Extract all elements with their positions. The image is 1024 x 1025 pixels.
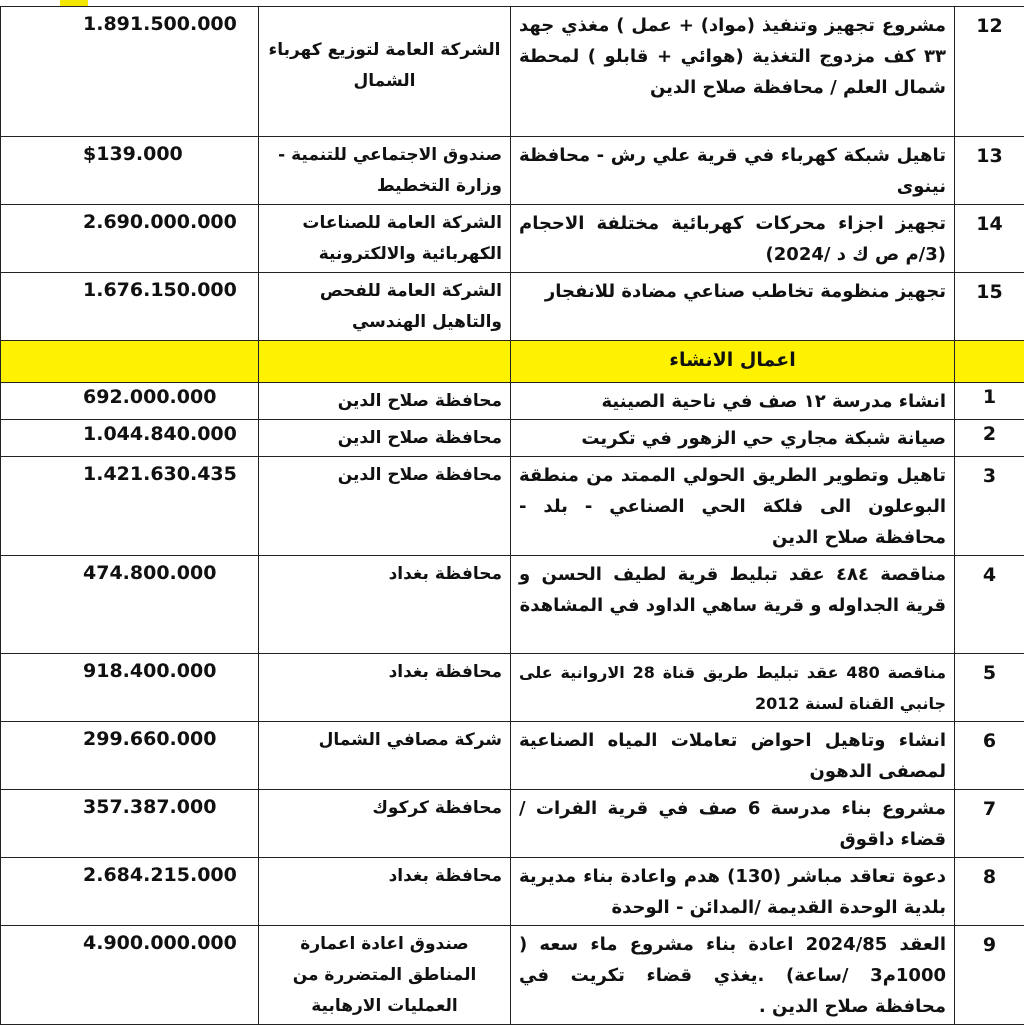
project-description: مناقصة ٤٨٤ عقد تبليط قرية لطيف الحسن و قرية الجداوله و قرية ساهي الداود في المشاهدة <box>511 556 955 654</box>
project-amount: 918.400.000 <box>1 654 259 722</box>
implementing-entity: محافظة صلاح الدين <box>259 383 511 420</box>
project-amount: 1.421.630.435 <box>1 457 259 556</box>
project-amount: 2.684.215.000 <box>1 858 259 926</box>
row-number: 7 <box>955 790 1024 858</box>
project-amount: 357.387.000 <box>1 790 259 858</box>
implementing-entity: صندوق الاجتماعي للتنمية - وزارة التخطيط <box>259 137 511 205</box>
implementing-entity: محافظة صلاح الدين <box>259 457 511 556</box>
project-amount: $139.000 <box>1 137 259 205</box>
row-number: 5 <box>955 654 1024 722</box>
implementing-entity: شركة مصافي الشمال <box>259 722 511 790</box>
project-amount: 4.900.000.000 <box>1 926 259 1025</box>
section-title: اعمال الانشاء <box>511 341 955 383</box>
row-number: 4 <box>955 556 1024 654</box>
table-row <box>1 722 1024 790</box>
row-number: 15 <box>955 273 1024 341</box>
project-amount: 299.660.000 <box>1 722 259 790</box>
table-row <box>1 790 1024 858</box>
table-row <box>1 137 1024 205</box>
row-number: 9 <box>955 926 1024 1025</box>
table-row <box>1 7 1024 137</box>
project-amount: 2.690.000.000 <box>1 205 259 273</box>
project-amount: 474.800.000 <box>1 556 259 654</box>
project-description: مناقصة 480 عقد تبليط طريق قناة 28 الاروانية على جانبي القناة لسنة 2012 <box>511 654 955 722</box>
table-row <box>1 457 1024 556</box>
implementing-entity: الشركة العامة لتوزيع كهرباء الشمال <box>259 7 511 137</box>
project-amount: 1.891.500.000 <box>1 7 259 137</box>
row-number: 6 <box>955 722 1024 790</box>
table-row <box>1 654 1024 722</box>
project-amount: 1.044.840.000 <box>1 420 259 457</box>
projects-table <box>0 6 1024 1025</box>
project-amount: 1.676.150.000 <box>1 273 259 341</box>
project-amount: 692.000.000 <box>1 383 259 420</box>
project-description: صيانة شبكة مجاري حي الزهور في تكريت <box>511 420 955 457</box>
implementing-entity: الشركة العامة للصناعات الكهربائية والالكترونية <box>259 205 511 273</box>
project-description: انشاء مدرسة ١٢ صف في ناحية الصينية <box>511 383 955 420</box>
project-description: تاهيل وتطوير الطريق الحولي الممتد من منطقة البوعلون الى فلكة الحي الصناعي - بلد - محافظة صلاح الدين <box>511 457 955 556</box>
project-description: دعوة تعاقد مباشر (130) هدم واعادة بناء مديرية بلدية الوحدة القديمة /المدائن - الوحدة <box>511 858 955 926</box>
row-number: 2 <box>955 420 1024 457</box>
row-number: 13 <box>955 137 1024 205</box>
implementing-entity: محافظة صلاح الدين <box>259 420 511 457</box>
table-row <box>1 383 1024 420</box>
table-row <box>1 420 1024 457</box>
row-number: 3 <box>955 457 1024 556</box>
project-description: مشروع بناء مدرسة 6 صف في قرية الفرات / قضاء داقوق <box>511 790 955 858</box>
implementing-entity: محافظة بغداد <box>259 858 511 926</box>
table-row <box>1 273 1024 341</box>
project-description: تجهيز منظومة تخاطب صناعي مضادة للانفجار <box>511 273 955 341</box>
table-row <box>1 858 1024 926</box>
row-number: 12 <box>955 7 1024 137</box>
project-description: تجهيز اجزاء محركات كهربائية مختلفة الاحجام (3/م ص ك د /2024) <box>511 205 955 273</box>
project-description: مشروع تجهيز وتنفيذ (مواد) + عمل ) مغذي جهد ٣٣ كف مزدوج التغذية (هوائي + قابلو ) لمحطة شمال العلم / محافظة صلاح الدين <box>511 7 955 137</box>
row-number: 8 <box>955 858 1024 926</box>
implementing-entity: محافظة كركوك <box>259 790 511 858</box>
implementing-entity: الشركة العامة للفحص والتاهيل الهندسي <box>259 273 511 341</box>
implementing-entity: صندوق اعادة اعمارة المناطق المتضررة من العمليات الارهابية <box>259 926 511 1025</box>
table-row <box>1 556 1024 654</box>
table-row <box>1 205 1024 273</box>
project-description: انشاء وتاهيل احواض تعاملات المياه الصناعية لمصفى الدهون <box>511 722 955 790</box>
row-number: 14 <box>955 205 1024 273</box>
implementing-entity: محافظة بغداد <box>259 654 511 722</box>
row-number: 1 <box>955 383 1024 420</box>
section-header-row <box>1 341 1024 383</box>
project-description: العقد 2024/85 اعادة بناء مشروع ماء سعه ( 1000م3 /ساعة) .يغذي قضاء تكريت في محافظة صلاح الدين . <box>511 926 955 1025</box>
implementing-entity: محافظة بغداد <box>259 556 511 654</box>
project-description: تاهيل شبكة كهرباء في قرية علي رش - محافظة نينوى <box>511 137 955 205</box>
